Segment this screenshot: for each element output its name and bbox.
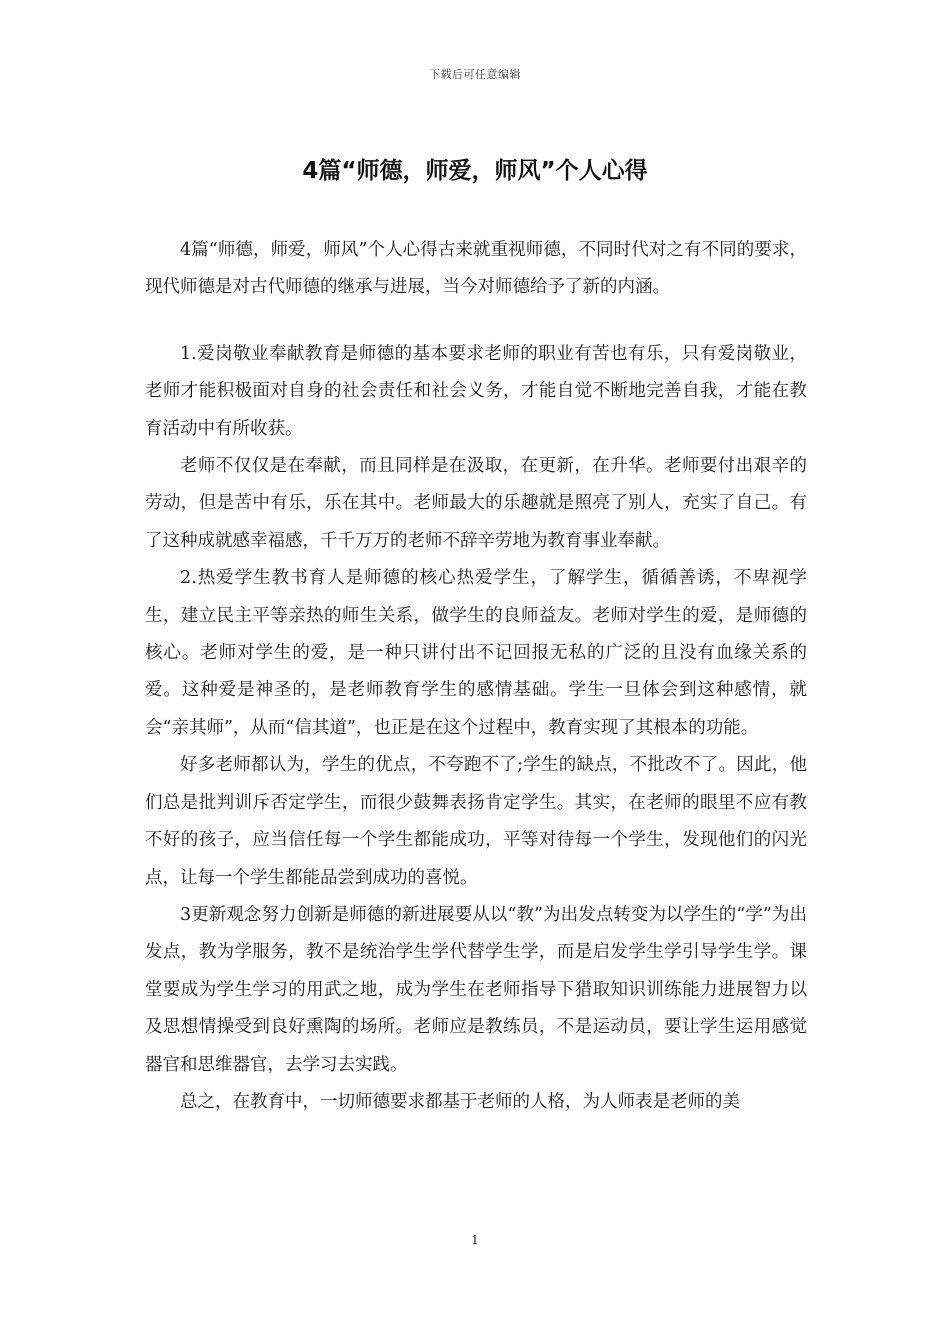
paragraph-section-3: 3更新观念努力创新是师德的新进展要从以“教”为出发点转变为以学生的“学”为出发点，教为学服务，教不是统治学生学代替学生学，而是启发学生学引导学生学。课堂要成为学生学习的用武之地，成为学生在老师指导下猎取知识训练能力进展智力以及思想情操受到良好熏陶的场所。老师应是教练员，不是运动员，要让学生运用感觉器官和思维器官，去学习去实践。: [145, 904, 807, 1075]
page-header: 下载后可任意编辑: [429, 68, 521, 81]
paragraph-intro: 4篇“师德，师爱，师风”个人心得古来就重视师德，不同时代对之有不同的要求，现代师德是对古代师德的继承与进展，当今对师德给予了新的内涵。: [145, 240, 807, 298]
paragraph-section-1-continued: 老师不仅仅是在奉献，而且同样是在汲取，在更新，在升华。老师要付出艰辛的劳动，但是苦中有乐，乐在其中。老师最大的乐趣就是照亮了别人，充实了自己。有了这种成就感幸福感，千千万万的老师不辞辛劳地为教育事业奉献。: [145, 456, 807, 551]
paragraph-conclusion: 总之，在教育中，一切师德要求都基于老师的人格，为人师表是老师的美: [180, 1091, 740, 1112]
paragraph-section-2: 2.热爱学生教书育人是师德的核心热爱学生，了解学生，循循善诱，不卑视学生，建立民主平等亲热的师生关系，做学生的良师益友。老师对学生的爱，是师德的核心。老师对学生的爱，是一种只讲付出不记回报无私的广泛的且没有血缘关系的爱。这种爱是神圣的，是老师教育学生的感情基础。学生一旦体会到这种感情，就会“亲其师”，从而“信其道”，也正是在这个过程中，教育实现了其根本的功能。: [145, 568, 807, 738]
paragraph-section-1: 1.爱岗敬业奉献教育是师德的基本要求老师的职业有苦也有乐，只有爱岗敬业，老师才能积极面对自身的社会责任和社会义务，才能自觉不断地完善自我，才能在教育活动中有所收获。: [145, 343, 807, 439]
paragraph-section-2-continued: 好多老师都认为，学生的优点，不夸跑不了;学生的缺点，不批改不了。因此，他们总是批判训斥否定学生，而很少鼓舞表扬肯定学生。其实，在老师的眼里不应有教不好的孩子，应当信任每一个学生都能成功，平等对待每一个学生，发现他们的闪光点，让每一个学生都能品尝到成功的喜悦。: [145, 755, 807, 888]
document-body: [145, 232, 807, 1121]
document-title: 4篇“师德，师爱，师风”个人心得: [302, 158, 648, 184]
page-number: 1: [471, 1233, 479, 1247]
